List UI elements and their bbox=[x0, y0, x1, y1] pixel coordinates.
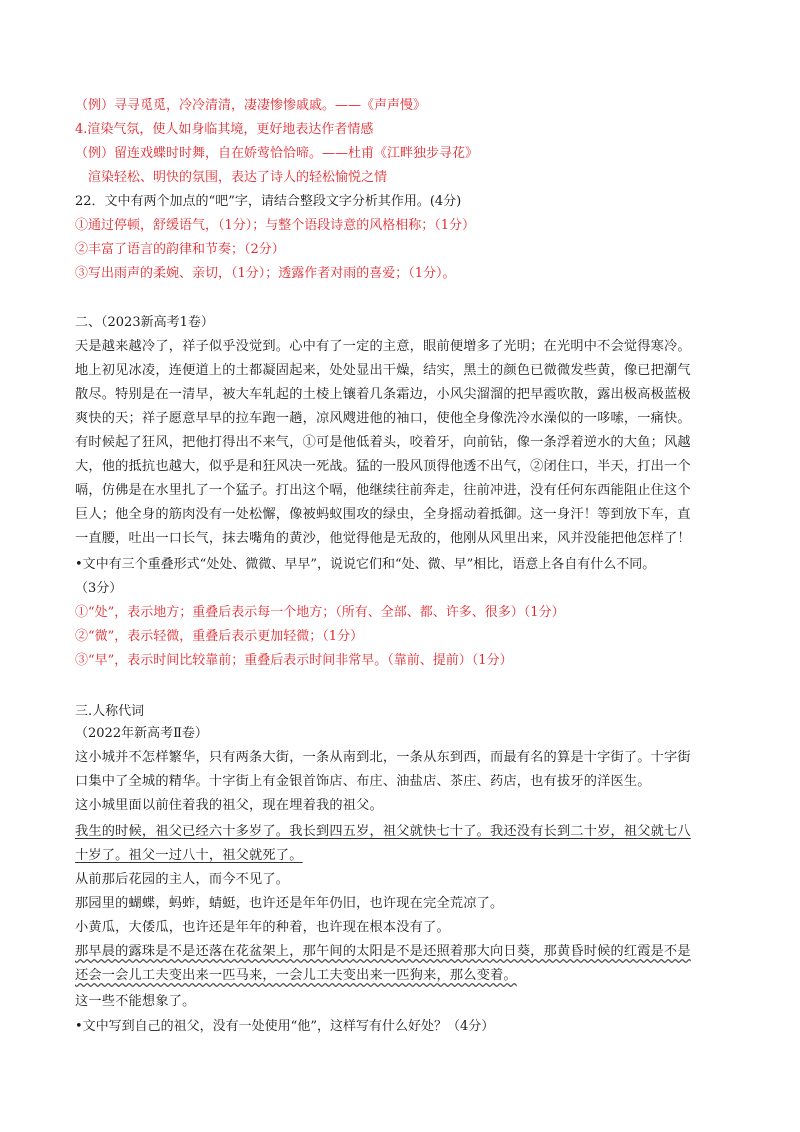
section3-underlined-line: 十岁了。祖父一过八十，祖父就死了。 bbox=[75, 848, 303, 863]
section3-title: 三.人称代词 bbox=[75, 704, 145, 719]
section2-passage-line: 大，他的抵抗也越大，似乎是和狂风决一死战。猛的一股风顶得他透不出气，②闭住口，半天，打出一个 bbox=[75, 459, 691, 474]
section3-wavy-line: 还会一会儿工夫变出来一匹马来，一会儿工夫变出来一匹狗来，那么变着。 bbox=[75, 968, 517, 983]
example-line-2: （例）留连戏蝶时时舞，自在娇莺恰恰啼。——杜甫《江畔独步寻花》 bbox=[75, 146, 479, 161]
section3-passage-line: 那园里的蝴蝶，蚂蚱，蜻蜓，也许还是年年仍旧，也许现在完全荒凉了。 bbox=[75, 896, 504, 911]
example-line-1: （例）寻寻觅觅，冷冷清清，凄凄惨惨戚戚。——《声声慢》 bbox=[75, 98, 427, 113]
q22-answer-1: ①通过停顿，舒缓语气，（1分）；与整个语段诗意的风格相称；（1分） bbox=[75, 218, 476, 233]
q22-answer-2: ②丰富了语言的韵律和节奏；（2分） bbox=[75, 242, 285, 257]
section2-passage-line: 爽快的天；祥子愿意早早的拉车跑一趟，凉风飕进他的袖口，使他全身像洗冷水澡似的一哆嗦，一痛快。 bbox=[75, 411, 691, 426]
section2-passage-line: 散尽。特别是在一清早，被大车轧起的土棱上镶着几条霜边，小风尖溜溜的把早霞吹散，露出极高极蓝极 bbox=[75, 387, 691, 402]
section2-answer-2: ②“微”，表示轻微，重叠后表示更加轻微；（1分） bbox=[75, 629, 364, 644]
point-4-line: 4.渲染气氛，使人如身临其境，更好地表达作者情感 bbox=[75, 122, 374, 137]
section3-passage-line: 从前那后花园的主人，而今不见了。 bbox=[75, 872, 290, 887]
section2-passage-line: 地上初见冰凌，连便道上的土都凝固起来，处处显出干燥，结实，黑土的颜色已微微发些黄，像已把潮气 bbox=[75, 363, 691, 378]
example-explanation: 渲染轻松、明快的氛围，表达了诗人的轻松愉悦之情 bbox=[75, 170, 388, 185]
section2-question: •文中有三个重叠形式“处处、微微、早早”，说说它们和“处、微、早”相比，语意上各自有什么不同。 bbox=[75, 557, 656, 572]
section2-passage-line: 一直腰，吐出一口长气，抹去嘴角的黄沙，他觉得他是无敌的，他刚从风里出来，风并没能把他怎样了！ bbox=[75, 531, 691, 546]
section3-passage-line: 这小城里面以前住着我的祖父，现在埋着我的祖父。 bbox=[75, 798, 383, 813]
section3-question: •文中写到自己的祖父，没有一处使用“他”，这样写有什么好处？（4分） bbox=[75, 1019, 495, 1034]
section3-passage-line: 小黄瓜，大倭瓜，也许还是年年的种着，也许现在根本没有了。 bbox=[75, 920, 450, 935]
section3-underlined-line: 我生的时候，祖父已经六十多岁了。我长到四五岁，祖父就快七十了。我还没有长到二十岁，祖父就七八 bbox=[75, 824, 691, 839]
section3-passage-line: 口集中了全城的精华。十字街上有金银首饰店、布庄、油盐店、茶庄、药店，也有拔牙的洋医生。 bbox=[75, 774, 651, 789]
section2-answer-3: ③“早”，表示时间比较靠前；重叠后表示时间非常早。（靠前、提前）（1分） bbox=[75, 653, 513, 668]
section3-source: （2022年新高考Ⅱ卷） bbox=[75, 726, 208, 741]
section3-wavy-line: 那早晨的露珠是不是还落在花盆架上，那午间的太阳是不是还照着那大向日葵，那黄昏时候的红霞是不是 bbox=[75, 944, 691, 959]
section2-passage-line: 嗝，仿佛是在水里扎了一个猛子。打出这个嗝，他继续往前奔走，往前冲进，没有任何东西能阻止住这个 bbox=[75, 483, 691, 498]
section2-passage-line: 有时候起了狂风，把他打得出不来气，①可是他低着头，咬着牙，向前钻，像一条浮着逆水的大鱼；风越 bbox=[75, 435, 691, 450]
q22-answer-3: ③写出雨声的柔婉、亲切，（1分）；透露作者对雨的喜爱；（1分）。 bbox=[75, 266, 456, 281]
section3-passage-line: 这一些不能想象了。 bbox=[75, 994, 196, 1009]
section3-passage-line: 这小城并不怎样繁华，只有两条大街，一条从南到北，一条从东到西，而最有名的算是十字街了。十字街 bbox=[75, 750, 691, 765]
q22-question: 22．文中有两个加点的“吧”字，请结合整段文字分析其作用。(4分) bbox=[75, 194, 462, 209]
section2-passage-line: 天是越来越冷了，祥子似乎没觉到。心中有了一定的主意，眼前便增多了光明；在光明中不会觉得寒冷。 bbox=[75, 339, 691, 354]
section2-passage-line: 巨人；他全身的筋肉没有一处松懈，像被蚂蚁围攻的绿虫，全身摇动着抵御。这一身汗！等到放下车，直 bbox=[75, 507, 691, 522]
section2-question-score: （3分） bbox=[75, 581, 123, 596]
section2-answer-1: ①“处”，表示地方；重叠后表示每一个地方；（所有、全部、都、许多、很多）（1分） bbox=[75, 605, 565, 620]
section2-title: 二、（2023新高考1卷） bbox=[75, 315, 214, 330]
